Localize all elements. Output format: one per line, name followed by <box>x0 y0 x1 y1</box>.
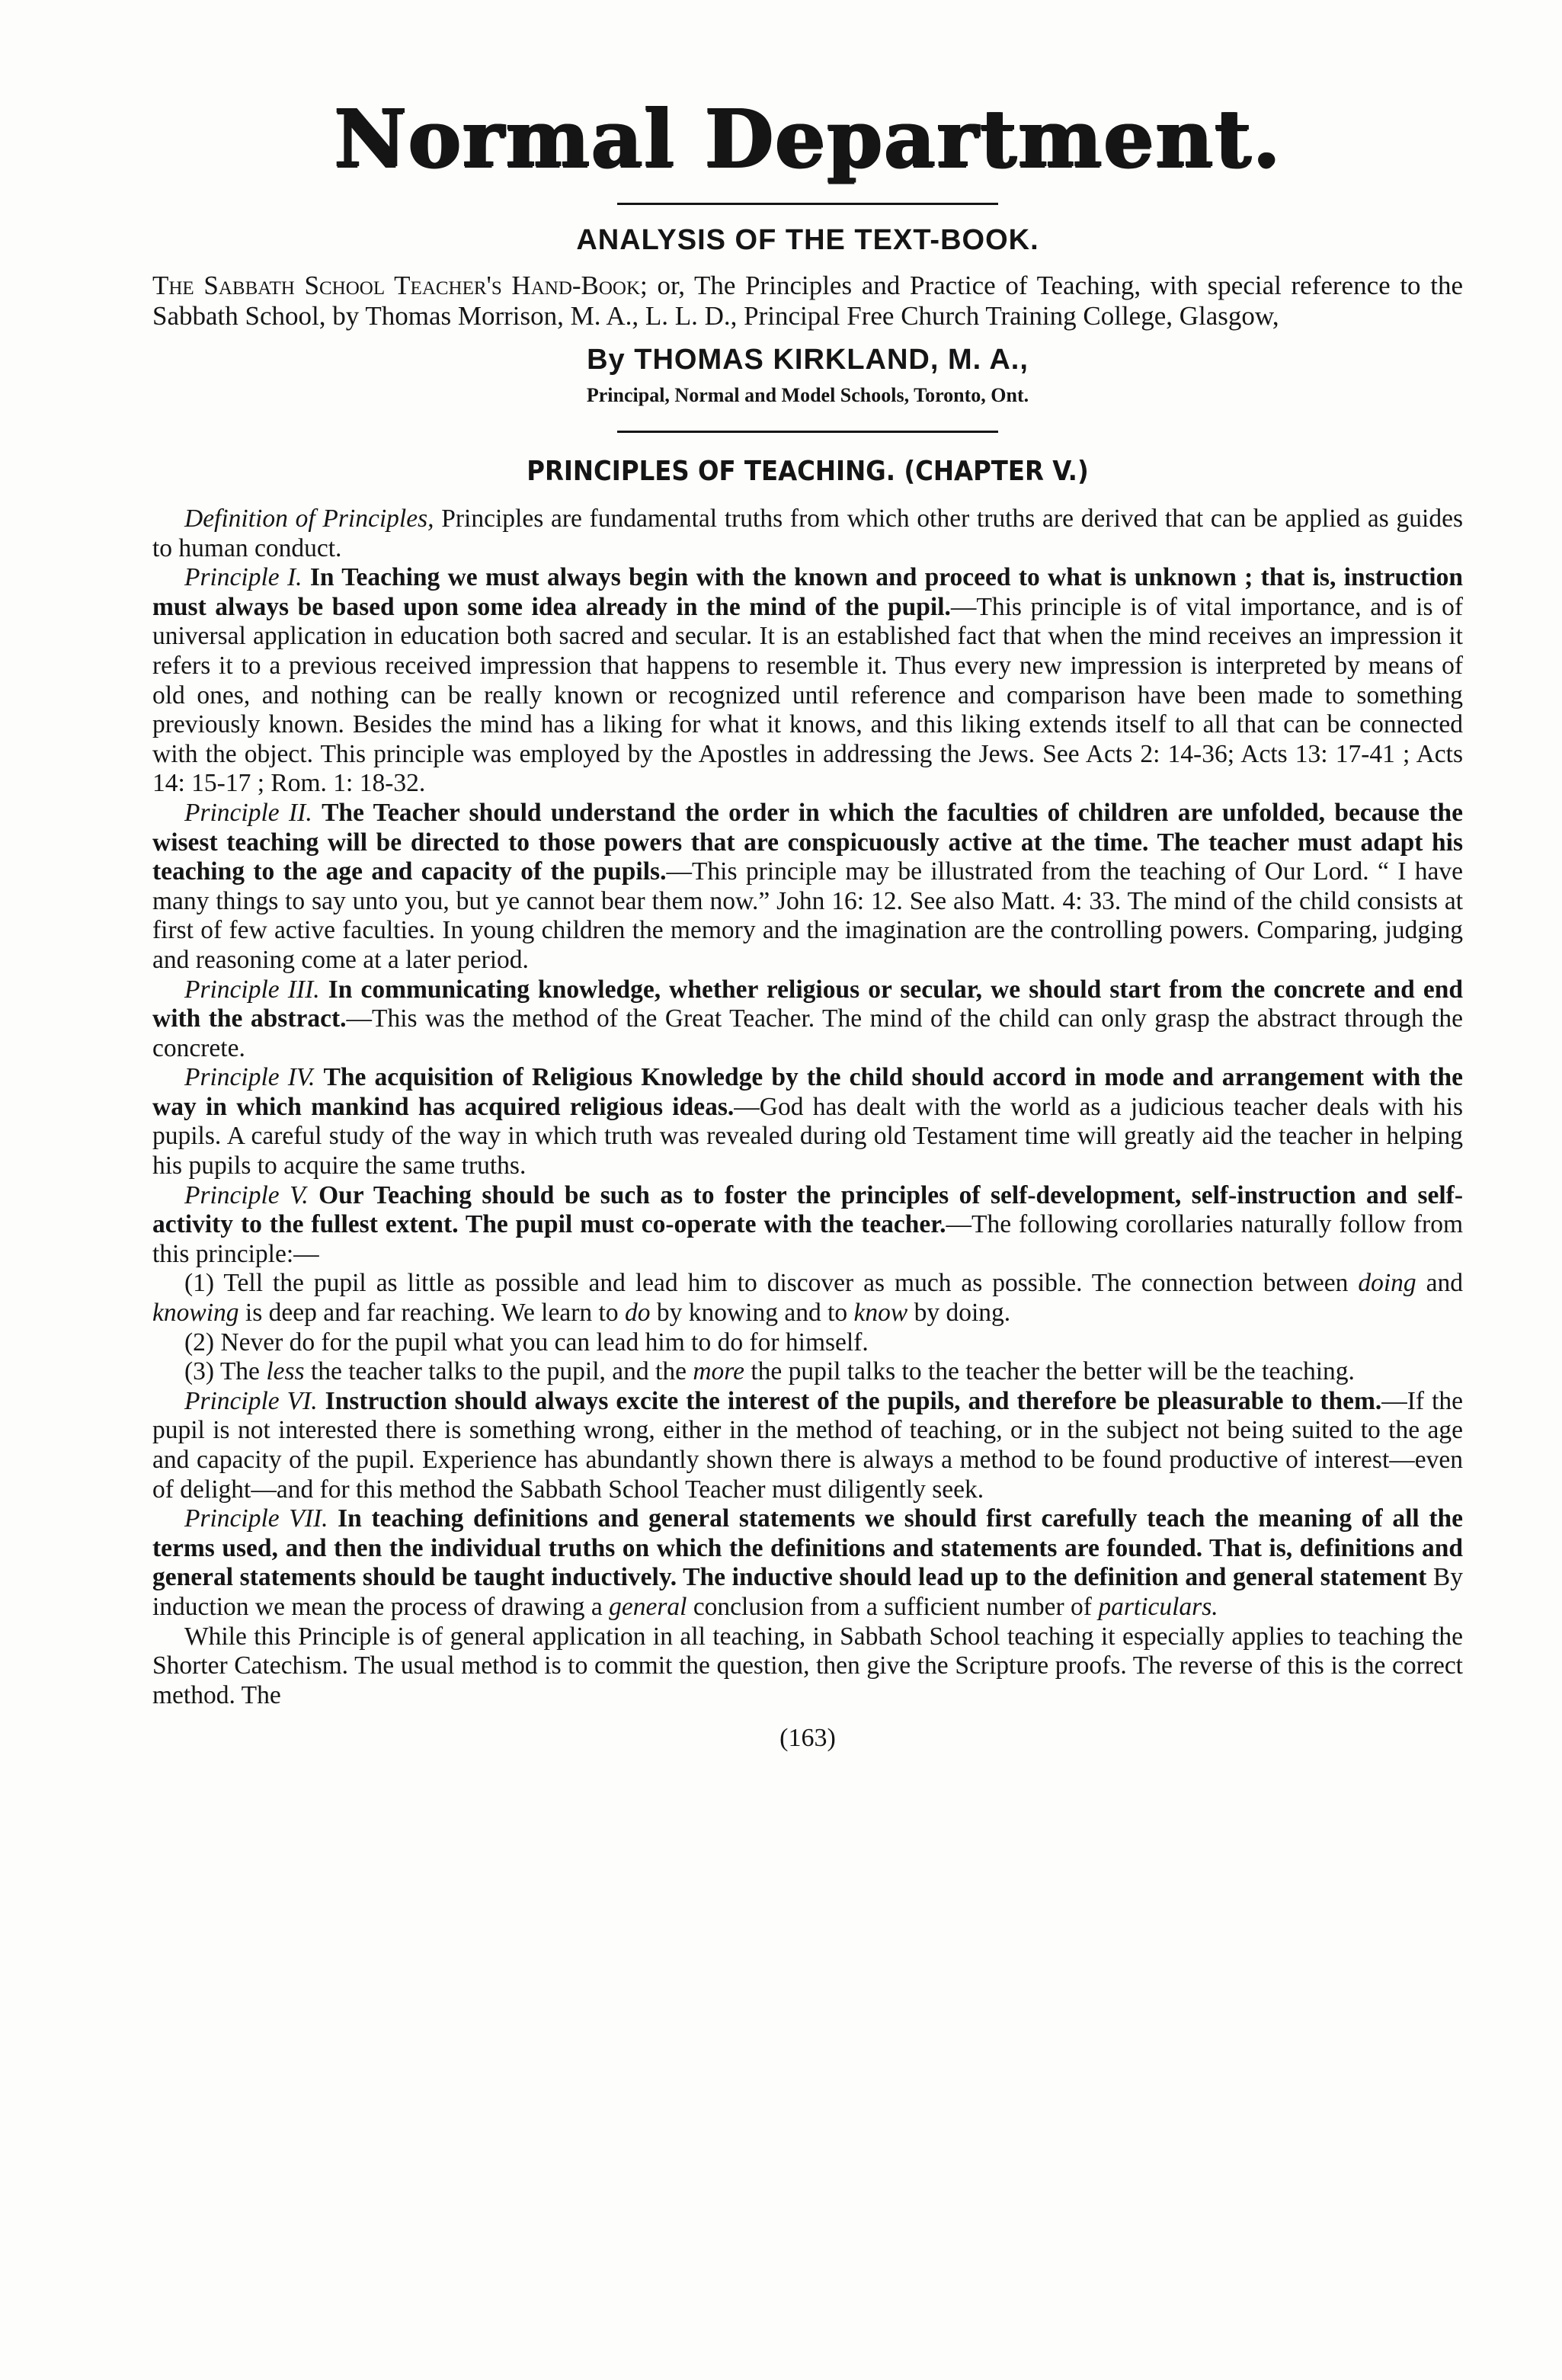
principle-explanation: conclusion from a sufficient number of <box>693 1592 1092 1621</box>
article-body <box>152 505 1463 1710</box>
principle-explanation: —This principle may be illustrated from the teaching of Our Lord. “ I have many things to say unto you, but ye cannot bear them now.” John 16: 12. See also Matt. 4: 33. The mind of the child consists at first of few active faculties. In young children the memory and the imagination are the controlling powers. Comparing, judging and reasoning come at a later period. <box>152 857 1463 974</box>
principle-statement: The acquisition of Religious Knowledge by the child should accord in mode and arrangement with the way in which mankind has acquired religious ideas. <box>152 1063 1463 1121</box>
principle-label: Principle II. <box>184 798 312 827</box>
principle-5-paragraph <box>152 1181 1463 1270</box>
principle-label: Principle III. <box>184 975 320 1004</box>
rule-divider <box>617 203 998 205</box>
corollary-3 <box>152 1357 1463 1387</box>
definition-text: Principles are fundamental truths from which other truths are derived that can be applied as guides to human conduct. <box>152 505 1464 562</box>
analysis-heading: ANALYSIS OF THE TEXT-BOOK. <box>576 224 1039 256</box>
book-details: ; or, The Principles and Practice of Teaching, with special reference to the Sabbath School, by Thomas Morrison, M. A., L. L. D., Principal Free Church Training College, Glasgow, <box>152 271 1463 331</box>
book-citation <box>152 271 1463 332</box>
corollary-2 <box>152 1328 1463 1358</box>
emphasis-general: general <box>609 1592 687 1621</box>
corollary-text: The <box>219 1357 260 1386</box>
definition-paragraph <box>152 505 1463 563</box>
principle-statement: In communicating knowledge, whether religious or secular, we should start from the concrete and end with the abstract. <box>152 975 1463 1033</box>
book-title: The Sabbath School Teacher's Hand-Book <box>152 271 641 300</box>
principle-explanation: —God has dealt with the world as a judicious teacher deals with his pupils. A careful study of the way in which truth was revealed during old Testament time will greatly aid the teacher in helping his pupils to acquire the same truths. <box>152 1092 1464 1180</box>
emphasis-particulars: particulars. <box>1098 1592 1218 1621</box>
principle-statement: The Teacher should understand the order in which the faculties of children are unfolded, because the wisest teaching will be directed to those powers that are conspicuously active at the time. The teacher must adapt his teaching to the age and capacity of the pupils. <box>152 798 1463 886</box>
principle-label: Principle IV. <box>184 1063 315 1092</box>
corollary-text: the teacher talks to the pupil, and the <box>310 1357 687 1386</box>
corollary-text: Tell the pupil as little as possible and lead him to discover as much as possible. The connection between <box>223 1269 1349 1298</box>
principle-label: Principle I. <box>184 563 302 592</box>
principle-statement: In Teaching we must always begin with the known and proceed to what is unknown ; that is, instruction must always be based upon some idea already in the mind of the pupil. <box>152 563 1463 621</box>
emphasis-know: know <box>853 1299 908 1328</box>
principle-label: Principle VII. <box>184 1504 328 1533</box>
author-position: Principal, Normal and Model Schools, Toronto, Ont. <box>586 384 1029 406</box>
masthead-title: Normal Department. <box>334 91 1282 185</box>
rule-divider <box>617 431 998 433</box>
emphasis-more: more <box>693 1357 744 1386</box>
corollary-number: (1) <box>184 1269 215 1298</box>
principle-1-paragraph <box>152 563 1463 799</box>
definition-label: Definition of Principles, <box>184 505 434 533</box>
principle-explanation: By induction we mean the process of drawing a <box>152 1563 1463 1621</box>
corollary-text: by doing. <box>914 1299 1011 1328</box>
emphasis-knowing: knowing <box>152 1299 239 1328</box>
principle-statement: In teaching definitions and general statements we should first carefully teach the meaning of all the terms used, and then the individual truths on which the definitions and statements are founded. That is, definitions and general statements should be taught inductively. The inductive should lead up to the definition and general statement <box>152 1504 1464 1592</box>
corollary-number: (3) <box>184 1357 215 1386</box>
principle-statement: Our Teaching should be such as to foster the principles of self-development, self-instruction and self-activity to the fullest extent. The pupil must co-operate with the teacher. <box>152 1180 1463 1239</box>
corollary-number: (2) <box>184 1328 215 1357</box>
corollary-text: by knowing and to <box>656 1299 848 1328</box>
page-content <box>152 0 1463 1753</box>
principle-2-paragraph <box>152 799 1463 975</box>
principle-3-paragraph <box>152 975 1463 1064</box>
principle-label: Principle V. <box>184 1180 309 1209</box>
principle-explanation: —This was the method of the Great Teacher. The mind of the child can only grasp the abstract through the concrete. <box>152 1004 1463 1062</box>
corollary-text: and <box>1426 1269 1464 1298</box>
closing-paragraph: While this Principle is of general application in all teaching, in Sabbath School teaching it especially applies to teaching the Shorter Catechism. The usual method is to commit the question, then give the Scripture proofs. The reverse of this is the correct method. The <box>152 1622 1463 1709</box>
section-heading: PRINCIPLES OF TEACHING. (CHAPTER V.) <box>527 456 1089 487</box>
principle-label: Principle VI. <box>184 1386 318 1415</box>
principle-7-paragraph <box>152 1504 1463 1622</box>
corollary-text: Never do for the pupil what you can lead him to do for himself. <box>220 1328 869 1357</box>
corollary-1 <box>152 1269 1463 1328</box>
principle-explanation: —The following corollaries naturally follow from this principle:— <box>152 1210 1463 1268</box>
author-line: By THOMAS KIRKLAND, M. A., <box>587 344 1029 376</box>
emphasis-less: less <box>266 1357 305 1386</box>
principle-4-paragraph <box>152 1063 1463 1180</box>
principle-explanation: —If the pupil is not interested there is something wrong, either in the method of teaching, or in the subject not being suited to the age and capacity of the pupil. Experience has abundantly shown there is always a method to be found productive of interest—even of delight—and for this method the Sabbath School Teacher must diligently seek. <box>152 1386 1463 1504</box>
corollary-text: the pupil talks to the teacher the better will be the teaching. <box>751 1357 1355 1386</box>
emphasis-doing: doing <box>1358 1269 1416 1298</box>
principle-6-paragraph <box>152 1387 1463 1504</box>
principle-explanation: —This principle is of vital importance, and is of universal application in education both sacred and secular. It is an established fact that when the mind receives an impression it refers it to a previous received impression that happens to resemble it. Thus every new impression is interpreted by means of old ones, and nothing can be really known or recognized until reference and comparison have been made to something previously known. Besides the mind has a liking for what it knows, and this liking extends itself to all that can be connected with the object. This principle was employed by the Apostles in addressing the Jews. See Acts 2: 14-36; Acts 13: 17-41 ; Acts 14: 15-17 ; Rom. 1: 18-32. <box>152 592 1463 798</box>
page-number: (163) <box>779 1724 836 1753</box>
emphasis-do: do <box>624 1299 651 1328</box>
principle-statement: Instruction should always excite the interest of the pupils, and therefore be pleasurable to them. <box>325 1386 1382 1415</box>
corollary-text: is deep and far reaching. We learn to <box>245 1299 619 1328</box>
